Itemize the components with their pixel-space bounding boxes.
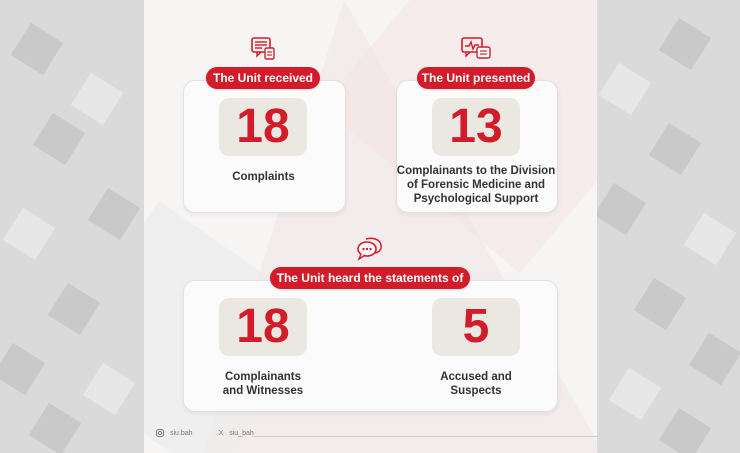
decor-square xyxy=(659,408,711,453)
heard-right-label-line: Suspects xyxy=(450,385,502,397)
decor-square xyxy=(71,73,123,125)
complaint-document-icon xyxy=(250,36,278,62)
heard-left-label-line: Complainants xyxy=(224,371,302,383)
medical-chat-icon xyxy=(460,36,492,62)
x-logo-icon: X xyxy=(218,429,224,437)
heard-left-label xyxy=(183,370,343,398)
received-label: Complaints xyxy=(232,171,295,183)
footer-divider xyxy=(252,436,597,437)
decor-square xyxy=(33,113,85,165)
decor-square xyxy=(29,403,81,453)
x-handle[interactable]: siu_bah xyxy=(229,429,254,437)
presented-label-line: Psychological Support xyxy=(413,193,539,205)
right-decorative-panel xyxy=(596,0,740,453)
heard-right-label-line: Accused and xyxy=(440,371,512,383)
heard-pill: The Unit heard the statements of xyxy=(270,267,470,289)
presented-label-line: Complainants to the Division xyxy=(396,165,556,177)
heard-left-label-line: and Witnesses xyxy=(222,385,304,397)
heard-left-number: 18 xyxy=(219,298,307,356)
decor-square xyxy=(0,343,45,395)
presented-label xyxy=(396,164,556,206)
speech-bubbles-icon xyxy=(356,236,384,262)
decor-square xyxy=(48,283,100,335)
presented-pill: The Unit presented xyxy=(417,67,535,89)
instagram-handle[interactable]: siu.bah xyxy=(170,429,193,437)
decor-square xyxy=(88,188,140,240)
decor-square xyxy=(689,333,740,385)
received-pill: The Unit received xyxy=(206,67,320,89)
decor-square xyxy=(83,363,135,415)
heard-right-label xyxy=(396,370,556,398)
decor-square xyxy=(649,123,701,175)
decor-square xyxy=(659,18,711,70)
presented-label-line: of Forensic Medicine and xyxy=(406,179,546,191)
presented-number: 13 xyxy=(432,98,520,156)
heard-right-number: 5 xyxy=(432,298,520,356)
main-card xyxy=(144,0,597,453)
left-decorative-panel xyxy=(0,0,144,453)
decor-square xyxy=(684,213,736,265)
decor-square xyxy=(634,278,686,330)
decor-square xyxy=(11,23,63,75)
instagram-icon xyxy=(156,429,164,437)
footer xyxy=(156,429,254,437)
decor-square xyxy=(599,63,651,115)
decor-square xyxy=(596,183,646,235)
received-number: 18 xyxy=(219,98,307,156)
decor-square xyxy=(609,368,661,420)
decor-square xyxy=(3,208,55,260)
